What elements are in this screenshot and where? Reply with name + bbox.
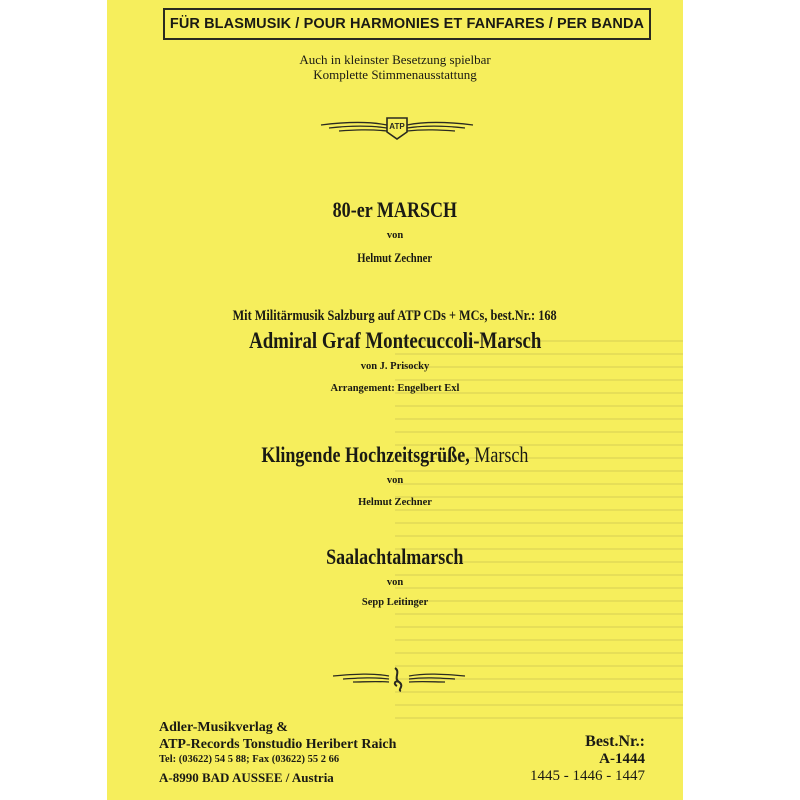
piece-1-title: 80-er MARSCH (332, 197, 458, 222)
publisher-line-2: ATP-Records Tonstudio Heribert Raich (159, 737, 397, 752)
piece-3-composer: Helmut Zechner (358, 497, 432, 508)
logo-text: ATP (389, 122, 405, 131)
order-number: A-1444 (599, 751, 645, 767)
piece-3-title-suffix: Marsch (474, 442, 529, 467)
atp-logo-icon (317, 112, 477, 142)
genre-banner: FÜR BLASMUSIK / POUR HARMONIES ET FANFARES / PER BANDA (163, 8, 651, 40)
sheet-music-cover (107, 0, 683, 800)
piece-2-note: Mit Militärmusik Salzburg auf ATP CDs + MCs, best.Nr.: 168 (232, 308, 558, 324)
order-number-range: 1445 - 1446 - 1447 (530, 768, 645, 784)
piece-3-title-main: Klingende Hochzeitsgrüße, (261, 442, 470, 467)
subtitle-line-2: Komplette Stimmenausstattung (313, 67, 477, 82)
piece-1-von: von (386, 230, 404, 241)
publisher-contact: Tel: (03622) 54 5 88; Fax (03622) 55 2 66 (159, 754, 340, 765)
publisher-address: A-8990 BAD AUSSEE / Austria (159, 770, 334, 785)
piece-2-composer: von J. Prisocky (360, 361, 430, 372)
order-number-label: Best.Nr.: (585, 733, 645, 750)
piece-4-title: Saalachtalmarsch (326, 544, 464, 569)
piece-3-von: von (386, 475, 404, 486)
piece-2-arrangement: Arrangement: Engelbert Exl (330, 383, 460, 394)
piece-4-von: von (386, 577, 404, 588)
subtitle-line-1: Auch in kleinster Besetzung spielbar (299, 52, 491, 67)
piece-4-composer: Sepp Leitinger (361, 597, 429, 608)
ornament-icon (329, 664, 469, 692)
piece-3-title (107, 442, 683, 468)
piece-1-composer: Helmut Zechner (357, 250, 433, 265)
show-through-staff-lines (395, 340, 683, 720)
publisher-line-1: Adler-Musikverlag & (159, 720, 288, 735)
piece-2-title: Admiral Graf Montecuccoli-Marsch (248, 328, 542, 353)
